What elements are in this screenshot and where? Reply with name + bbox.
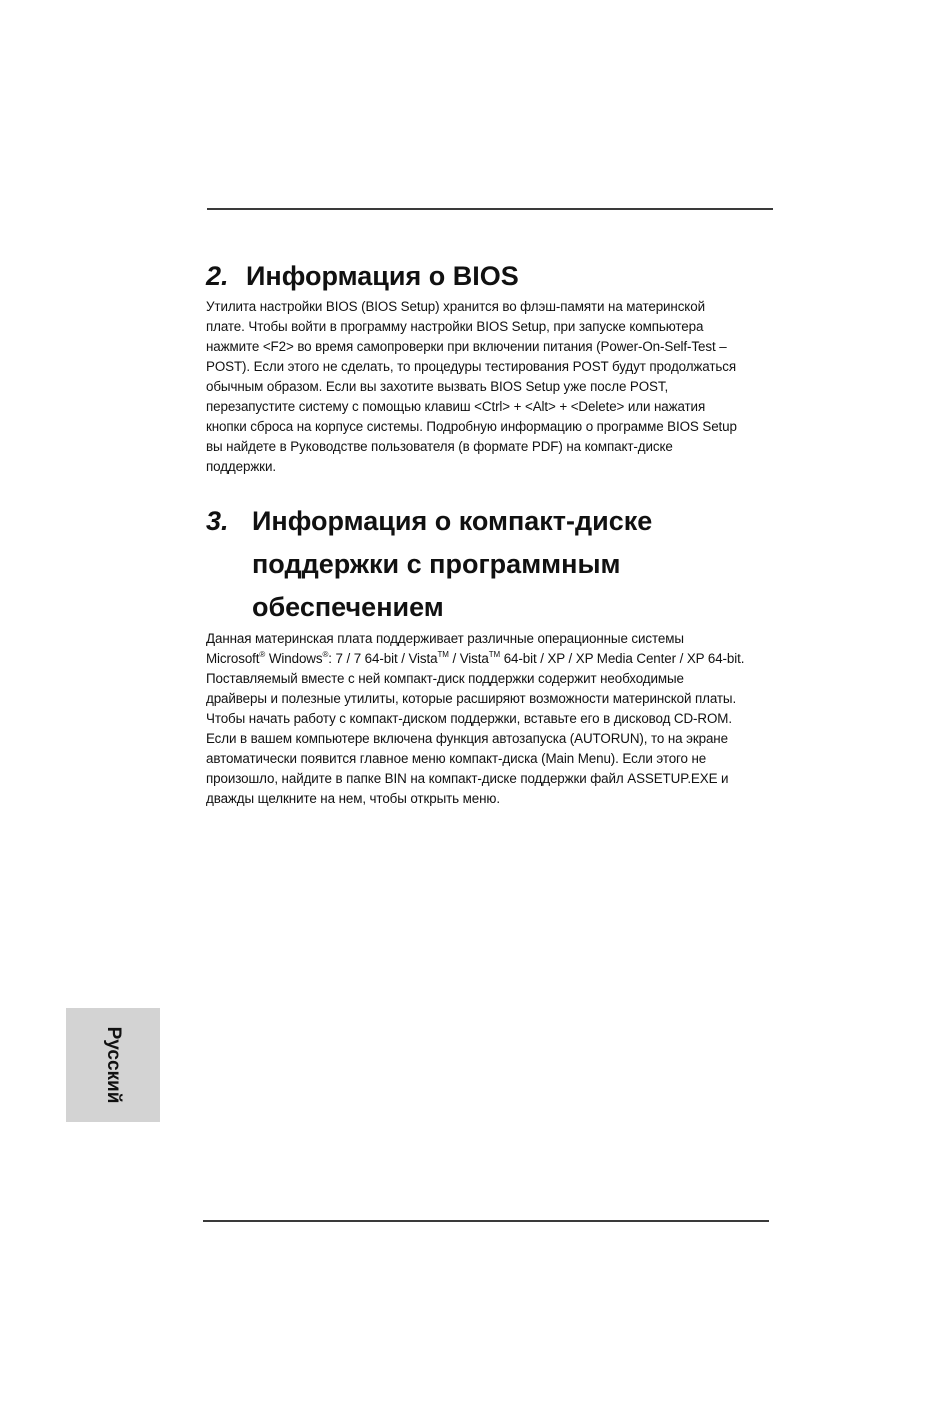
section-bios-info	[206, 255, 776, 477]
paragraph-line: перезапустите систему с помощью клавиш <Ctrl> + <Alt> + <Delete> или нажатия	[206, 399, 706, 414]
section-3-paragraph	[206, 629, 776, 809]
paragraph-line: автоматически появится главное меню компакт-диска (Main Menu). Если этого не	[206, 751, 707, 766]
paragraph-line: произошло, найдите в папке BIN на компакт-диске поддержки файл ASSETUP.EXE и	[206, 771, 729, 786]
section-3-number: 3.	[206, 506, 229, 536]
section-2-number: 2.	[206, 261, 229, 291]
paragraph-line: поддержки.	[206, 459, 276, 474]
os-text: Windows	[265, 651, 323, 666]
language-tab-label: Русский	[103, 1026, 124, 1104]
language-side-tab	[66, 1008, 160, 1122]
paragraph-line: Поставляемый вместе с ней компакт-диск поддержки содержит необходимые	[206, 671, 684, 686]
section-3-title-line: обеспечением	[252, 592, 444, 622]
paragraph-line: Если в вашем компьютере включена функция автозапуска (AUTORUN), то на экране	[206, 731, 728, 746]
section-2-heading	[206, 255, 776, 297]
section-3-title	[252, 500, 776, 629]
section-2-paragraph	[206, 297, 776, 477]
bottom-divider	[203, 1220, 769, 1222]
os-text: : 7 / 7 64-bit / Vista	[328, 651, 438, 666]
registered-mark: ®	[322, 650, 329, 659]
paragraph-line: плате. Чтобы войти в программу настройки BIOS Setup, при запуске компьютера	[206, 319, 704, 334]
trademark-mark: TM	[437, 650, 449, 659]
os-text: Microsoft	[206, 651, 260, 666]
paragraph-line: Чтобы начать работу с компакт-диском поддержки, вставьте его в дисковод CD-ROM.	[206, 711, 732, 726]
top-divider	[207, 208, 773, 210]
paragraph-line: POST). Если этого не сделать, то процедуры тестирования POST будут продолжаться	[206, 359, 736, 374]
registered-mark: ®	[259, 650, 266, 659]
trademark-mark: TM	[488, 650, 501, 659]
paragraph-line: кнопки сброса на корпусе системы. Подробную информацию о программе BIOS Setup	[206, 419, 737, 434]
section-3-heading	[206, 500, 776, 629]
section-2-title: Информация о BIOS	[246, 261, 519, 291]
paragraph-line: драйверы и полезные утилиты, которые расширяют возможности материнской платы.	[206, 691, 737, 706]
paragraph-line: Данная материнская плата поддерживает различные операционные системы	[206, 631, 684, 646]
section-support-cd-info	[206, 500, 776, 809]
os-text: 64-bit / XP / XP Media Center / XP 64-bit.	[500, 651, 745, 666]
section-3-title-line: поддержки с программным	[252, 549, 621, 579]
paragraph-line: Утилита настройки BIOS (BIOS Setup) хранится во флэш-памяти на материнской	[206, 299, 705, 314]
os-support-line	[206, 649, 776, 669]
paragraph-line: обычным образом. Если вы захотите вызвать BIOS Setup уже после POST,	[206, 379, 669, 394]
os-text: / Vista	[448, 651, 489, 666]
paragraph-line: нажмите <F2> во время самопроверки при включении питания (Power-On-Self-Test –	[206, 339, 727, 354]
section-3-title-line: Информация о компакт-диске	[252, 506, 653, 536]
paragraph-line: вы найдете в Руководстве пользователя (в формате PDF) на компакт-диске	[206, 439, 673, 454]
paragraph-line: дважды щелкните на нем, чтобы открыть меню.	[206, 791, 500, 806]
